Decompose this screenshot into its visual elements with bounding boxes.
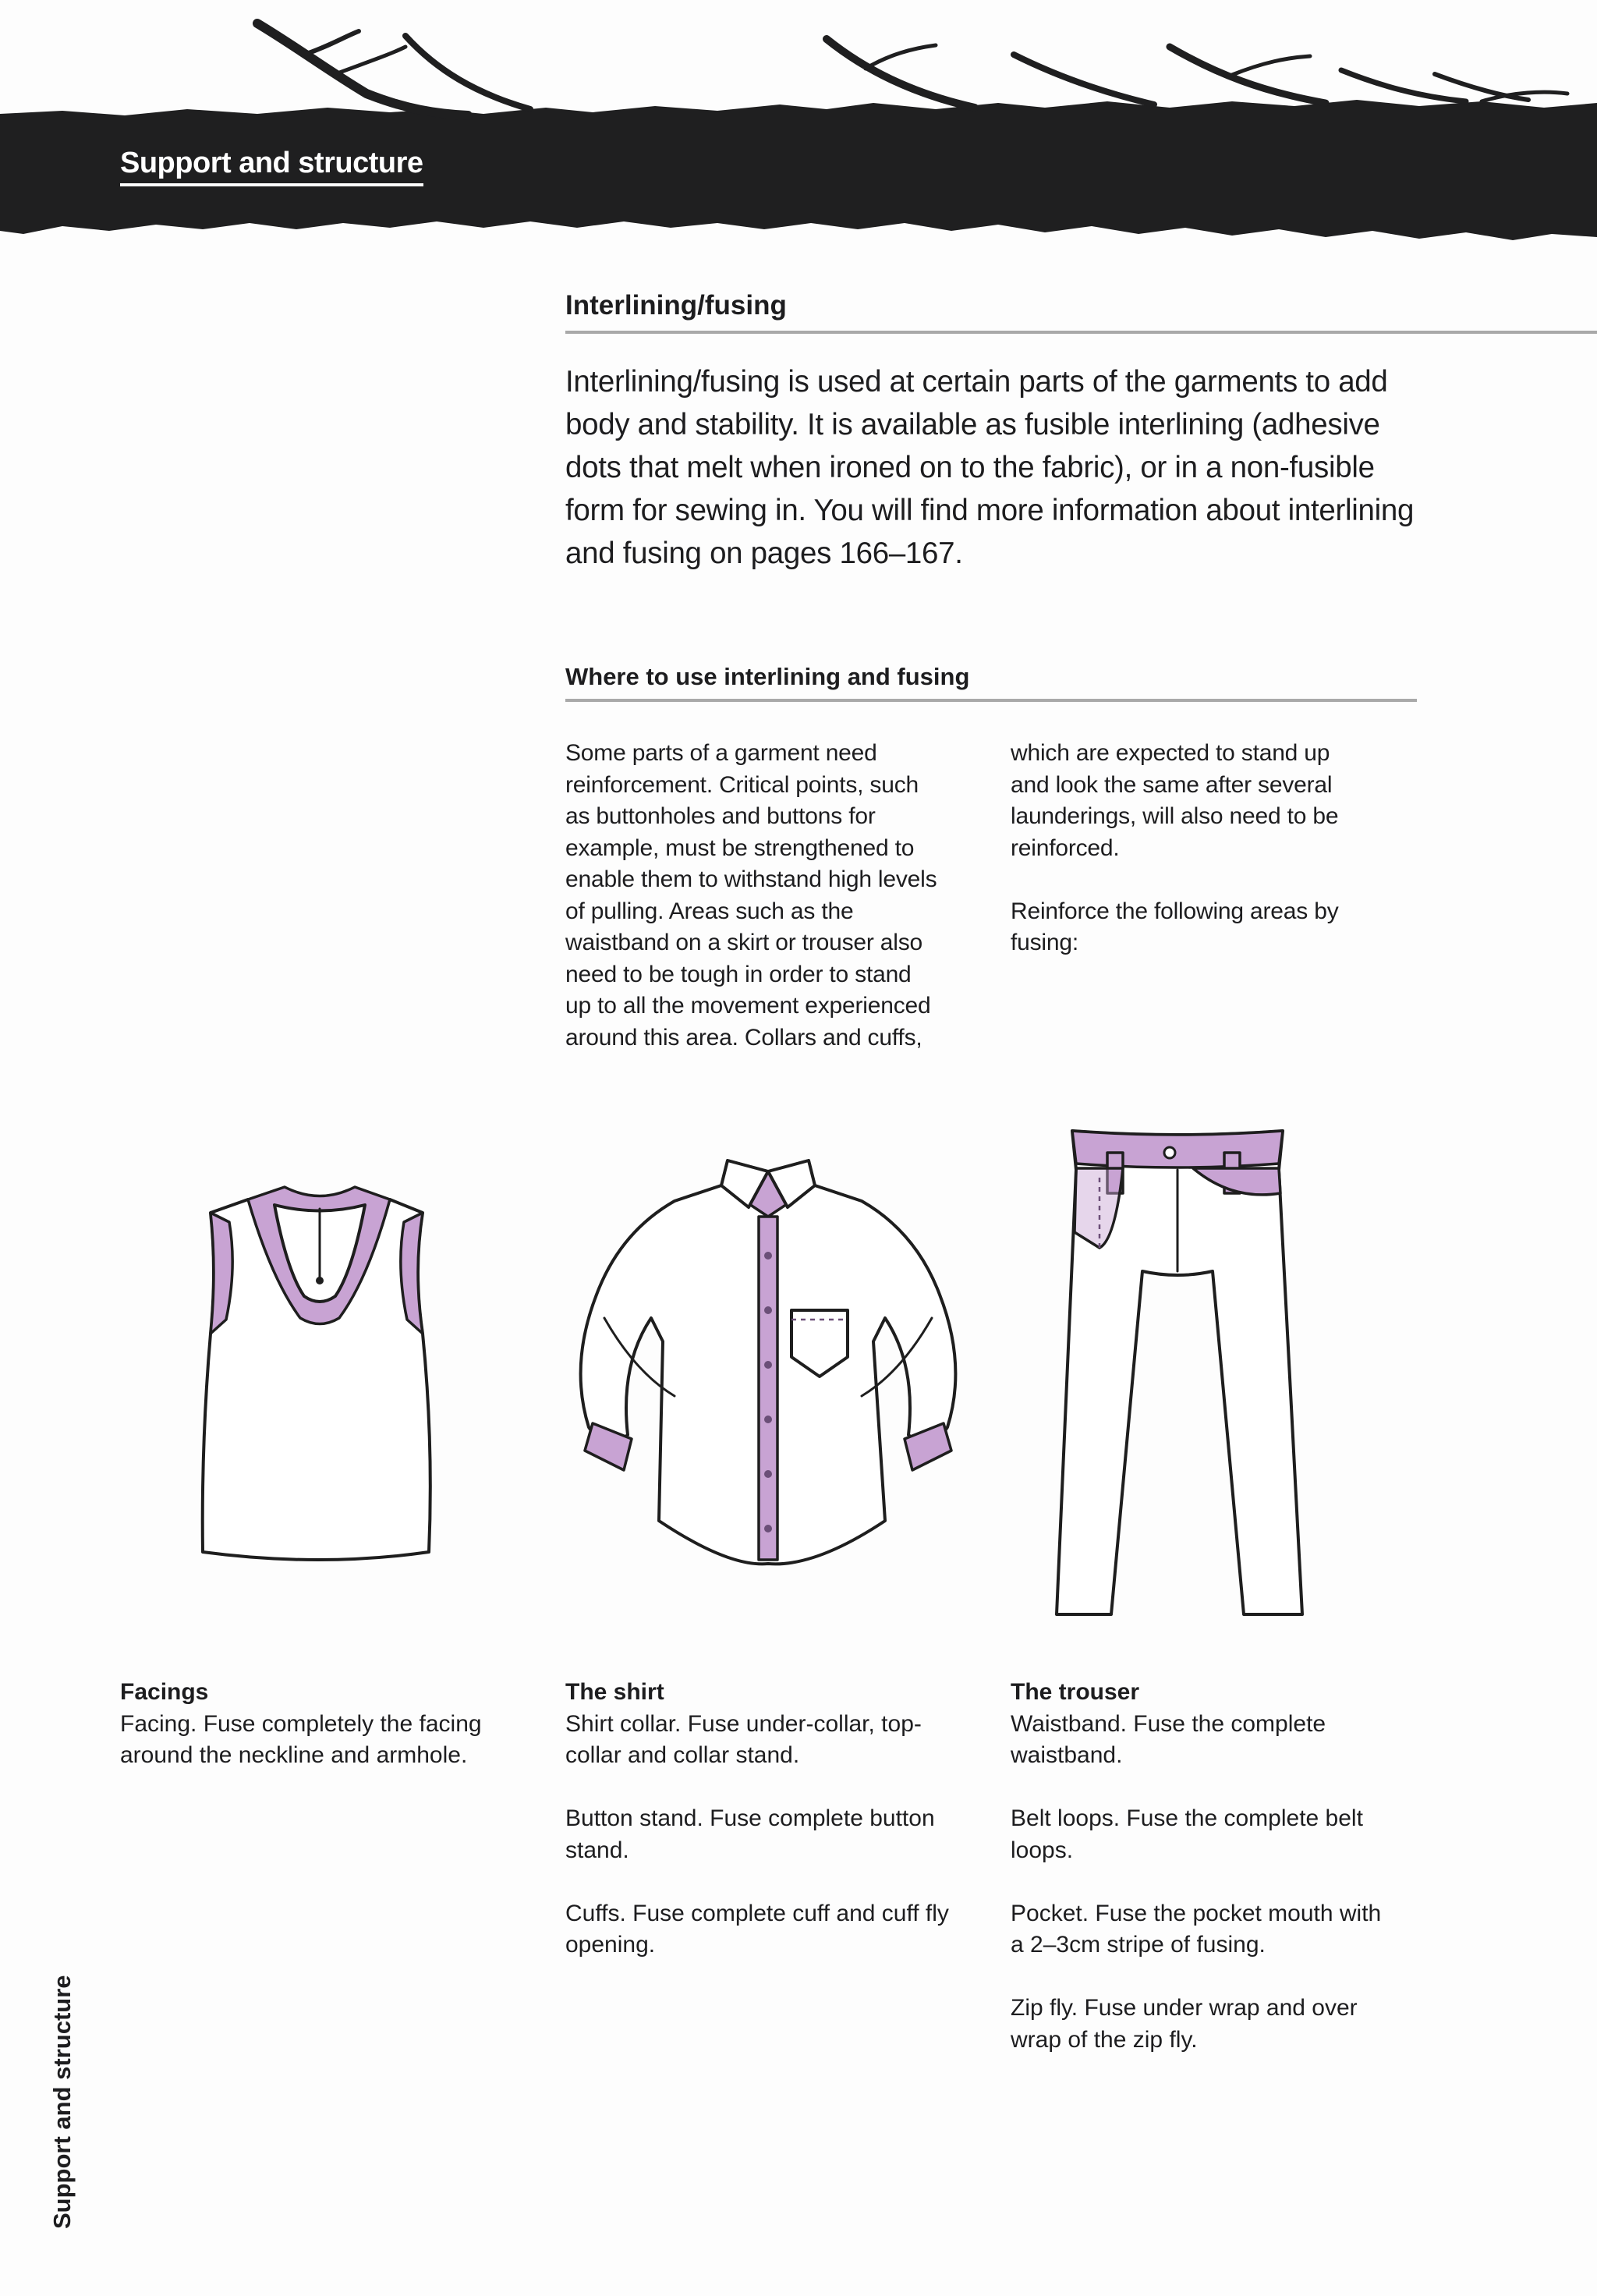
shirt-illustration [558,1115,979,1622]
trouser-illustration [1045,1115,1310,1622]
side-running-label: Support and structure [48,1975,76,2229]
intro-paragraph: Interlining/fusing is used at certain parts of the garments to add body and stability. It is available as fusible interlining (adhesive dots that melt when ironed on to the fabric), or in a non-fusible form for sewing in. You will find more information about interlining and fusing on pages 166–167. [565,365,1415,570]
caption-body: Shirt collar. Fuse under-collar, top- collar and collar stand. Button stand. Fuse complete button stand. Cuffs. Fuse complete cuff and cuff fly opening. [565,1710,949,1958]
body-column-right: which are expected to stand up and look the same after several launderings, will also need to be reinforced. Reinforce the following areas by fusing: [1011,740,1339,955]
section-title: Support and structure [120,147,423,186]
caption-facings [120,1677,526,1772]
caption-body: Facing. Fuse completely the facing around the neckline and armhole. [120,1710,482,1768]
caption-title: The shirt [565,1679,664,1705]
caption-trouser [1011,1677,1432,2056]
body-column-left: Some parts of a garment need reinforcement. Critical points, such as buttonholes and buttons for example, must be strengthened to enable them to withstand high levels of pulling. Areas such as the waistband on a skirt or trouser also need to be tough in order to stand up to all the movement experienced around this area. Collars and cuffs, [565,740,937,1051]
article-heading: Interlining/fusing [565,290,1597,334]
caption-shirt [565,1677,979,1961]
header-banner [0,0,1597,250]
caption-title: Facings [120,1679,209,1705]
caption-title: The trouser [1011,1679,1140,1705]
where-to-use-heading: Where to use interlining and fusing [565,663,1417,702]
caption-body: Waistband. Fuse the complete waistband. Belt loops. Fuse the complete belt loops. Pocket. Fuse the pocket mouth with a 2–3cm stripe of fusing. Zip fly. Fuse under wrap and over wrap of the zip fly. [1011,1710,1382,2053]
facings-top-illustration [179,1115,460,1622]
